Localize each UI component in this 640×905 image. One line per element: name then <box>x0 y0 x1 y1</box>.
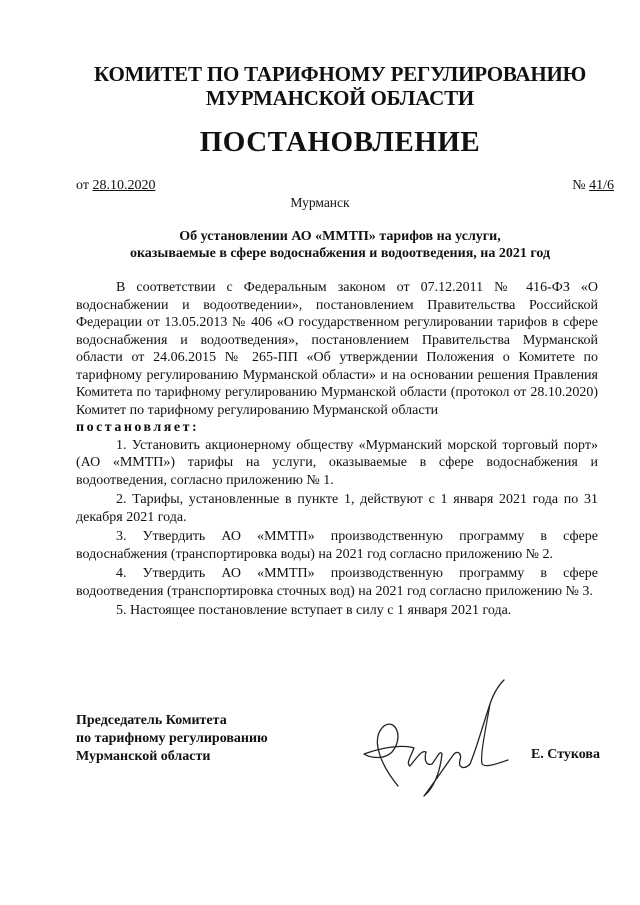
committee-header <box>60 62 620 110</box>
date-value: 28.10.2020 <box>92 178 156 193</box>
committee-header-line2: МУРМАНСКОЙ ОБЛАСТИ <box>205 86 475 110</box>
document-title: ПОСТАНОВЛЕНИЕ <box>199 126 481 158</box>
number-value: 41/6 <box>589 178 614 193</box>
resolution-item-2: 2. Тарифы, установленные в пункте 1, действуют с 1 января 2021 года по 31 декабря 2021 года. <box>76 492 598 525</box>
resolves-keyword: постановляет: <box>76 420 200 435</box>
document-subject <box>60 228 620 262</box>
signer-title-line1: Председатель Комитета <box>76 713 227 728</box>
preamble-paragraph: В соответствии с Федеральным законом от 07.12.2011 № 416-ФЗ «О водоснабжении и водоотведении», постановлением Правительства Российской Федерации от 13.05.2013 № 406 «О государственном регулировании тарифов в сфере водоснабжения и водоотведения», постановлением Правительства Мурманской области от 24.06.2015 № 265-ПП «Об утверждении Положения о Комитете по тарифному регулированию Мурманской области» и на основании решения Правления Комитета по тарифному регулированию Мурманской области (протокол от 28.10.2020) Комитет по тарифному регулированию Мурманской области <box>76 280 598 418</box>
document-number <box>572 178 614 194</box>
handwritten-signature <box>340 668 520 808</box>
document-body <box>76 279 598 620</box>
signer-title <box>76 712 268 766</box>
resolution-item-3: 3. Утвердить АО «ММТП» производственную программу в сфере водоснабжения (транспортировка воды) на 2021 год согласно приложению № 2. <box>76 529 598 562</box>
signer-title-line2: по тарифному регулированию <box>76 731 268 746</box>
signer-name: Е. Стукова <box>530 747 600 762</box>
subject-line1: Об установлении АО «ММТП» тарифов на услуги, <box>179 229 501 244</box>
document-date <box>76 178 155 194</box>
resolution-item-1: 1. Установить акционерному обществу «Мурманский морской торговый порт» (АО «ММТП») тарифы на услуги, оказываемые в сфере водоснабжения и водоотведения, согласно приложению № 1. <box>76 437 598 488</box>
document-city: Мурманск <box>290 195 350 210</box>
resolution-item-4: 4. Утвердить АО «ММТП» производственную программу в сфере водоотведения (транспортировка сточных вод) на 2021 год согласно приложению № 3. <box>76 566 598 599</box>
subject-line2: оказываемые в сфере водоснабжения и водоотведения, на 2021 год <box>129 246 551 261</box>
date-prefix: от <box>76 178 89 193</box>
number-prefix: № <box>572 178 586 193</box>
committee-header-line1: КОМИТЕТ ПО ТАРИФНОМУ РЕГУЛИРОВАНИЮ <box>93 62 587 86</box>
resolution-item-5: 5. Настоящее постановление вступает в силу с 1 января 2021 года. <box>116 603 512 618</box>
signer-title-line3: Мурманской области <box>76 749 211 764</box>
